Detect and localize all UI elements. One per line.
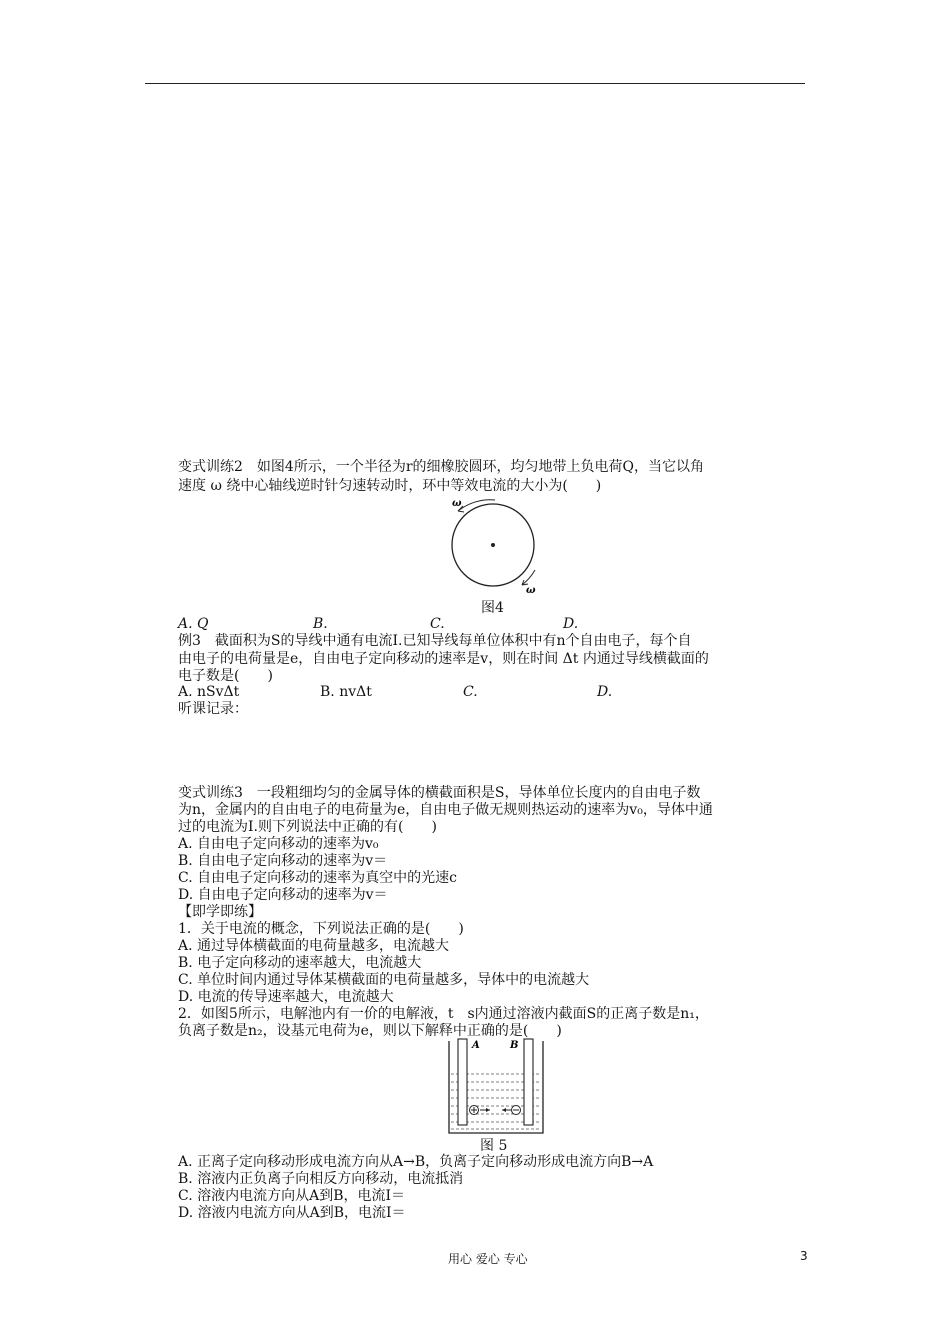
variant3-option-b: B. 自由电子定向移动的速率为v＝ bbox=[178, 853, 388, 869]
practice-heading: 【即学即练】 bbox=[178, 904, 262, 920]
footer-slogan: 用心 爱心 专心 bbox=[448, 1252, 528, 1266]
variant2-option-c: C. bbox=[430, 616, 445, 632]
practice-q1-option-d: D. 电流的传导速率越大，电流越大 bbox=[178, 989, 394, 1005]
header-rule bbox=[145, 83, 805, 84]
electrode-b-label: B bbox=[510, 1040, 519, 1051]
practice-q2-option-b: B. 溶液内正负离子向相反方向移动，电流抵消 bbox=[178, 1171, 464, 1187]
practice-q1: 1．关于电流的概念，下列说法正确的是( ) bbox=[178, 921, 464, 937]
figure4-rotating-ring bbox=[440, 492, 550, 600]
variant3-option-d: D. 自由电子定向移动的速率为v＝ bbox=[178, 887, 388, 903]
figure5-caption: 图 5 bbox=[480, 1138, 508, 1154]
practice-q1-option-c: C. 单位时间内通过导体某横截面的电荷量越多，导体中的电流越大 bbox=[178, 972, 590, 988]
notes-label: 听课记录： bbox=[178, 701, 248, 717]
variant3-option-a: A. 自由电子定向移动的速率为v₀ bbox=[178, 836, 379, 852]
example3-line1: 例3 截面积为S的导线中通有电流I.已知导线每单位体积中有n个自由电子，每个自 bbox=[178, 633, 692, 649]
variant2-line1: 变式训练2 如图4所示，一个半径为r的细橡胶圆环，均匀地带上负电荷Q，当它以角 bbox=[178, 459, 704, 475]
practice-q1-option-b: B. 电子定向移动的速率越大，电流越大 bbox=[178, 955, 422, 971]
variant3-line1: 变式训练3 一段粗细均匀的金属导体的横截面积是S，导体单位长度内的自由电子数 bbox=[178, 785, 701, 801]
practice-q2-option-c: C. 溶液内电流方向从A到B，电流I＝ bbox=[178, 1188, 406, 1204]
practice-q2-line1: 2．如图5所示，电解池内有一价的电解液，t s内通过溶液内截面S的正离子数是n₁， bbox=[178, 1006, 709, 1022]
practice-q2-line2: 负离子数是n₂，设基元电荷为e，则以下解释中正确的是( ) bbox=[178, 1023, 562, 1039]
example3-option-c: C. bbox=[463, 684, 478, 700]
practice-q2-option-d: D. 溶液内电流方向从A到B，电流I＝ bbox=[178, 1205, 406, 1221]
figure4-caption: 图4 bbox=[481, 600, 504, 616]
example3-line2: 由电子的电荷量是e，自由电子定向移动的速率是v，则在时间 Δt 内通过导线横截面的 bbox=[178, 651, 709, 667]
variant2-option-d: D. bbox=[563, 616, 579, 632]
page-number: 3 bbox=[800, 1249, 808, 1263]
example3-option-a: A. nSvΔt bbox=[178, 684, 240, 700]
example3-option-b: B. nvΔt bbox=[320, 684, 372, 700]
variant2-option-b: B. bbox=[313, 616, 328, 632]
variant2-line2: 速度 ω 绕中心轴线逆时针匀速转动时，环中等效电流的大小为( ) bbox=[178, 478, 602, 494]
figure5-electrolytic-cell bbox=[444, 1037, 548, 1139]
example3-line3: 电子数是( ) bbox=[178, 668, 273, 684]
omega-label-top: ω bbox=[452, 498, 462, 509]
electrode-a-label: A bbox=[472, 1040, 480, 1051]
variant2-option-a: A. Q bbox=[178, 616, 209, 632]
variant3-line2: 为n，金属内的自由电子的电荷量为e，自由电子做无规则热运动的速率为v₀，导体中通 bbox=[178, 802, 713, 818]
practice-q2-option-a: A. 正离子定向移动形成电流方向从A→B，负离子定向移动形成电流方向B→A bbox=[178, 1154, 654, 1170]
practice-q1-option-a: A. 通过导体横截面的电荷量越多，电流越大 bbox=[178, 938, 450, 954]
variant3-option-c: C. 自由电子定向移动的速率为真空中的光速c bbox=[178, 870, 457, 886]
example3-option-d: D. bbox=[597, 684, 613, 700]
variant3-line3: 过的电流为I.则下列说法中正确的有( ) bbox=[178, 819, 437, 835]
omega-label-bottom: ω bbox=[526, 585, 536, 596]
